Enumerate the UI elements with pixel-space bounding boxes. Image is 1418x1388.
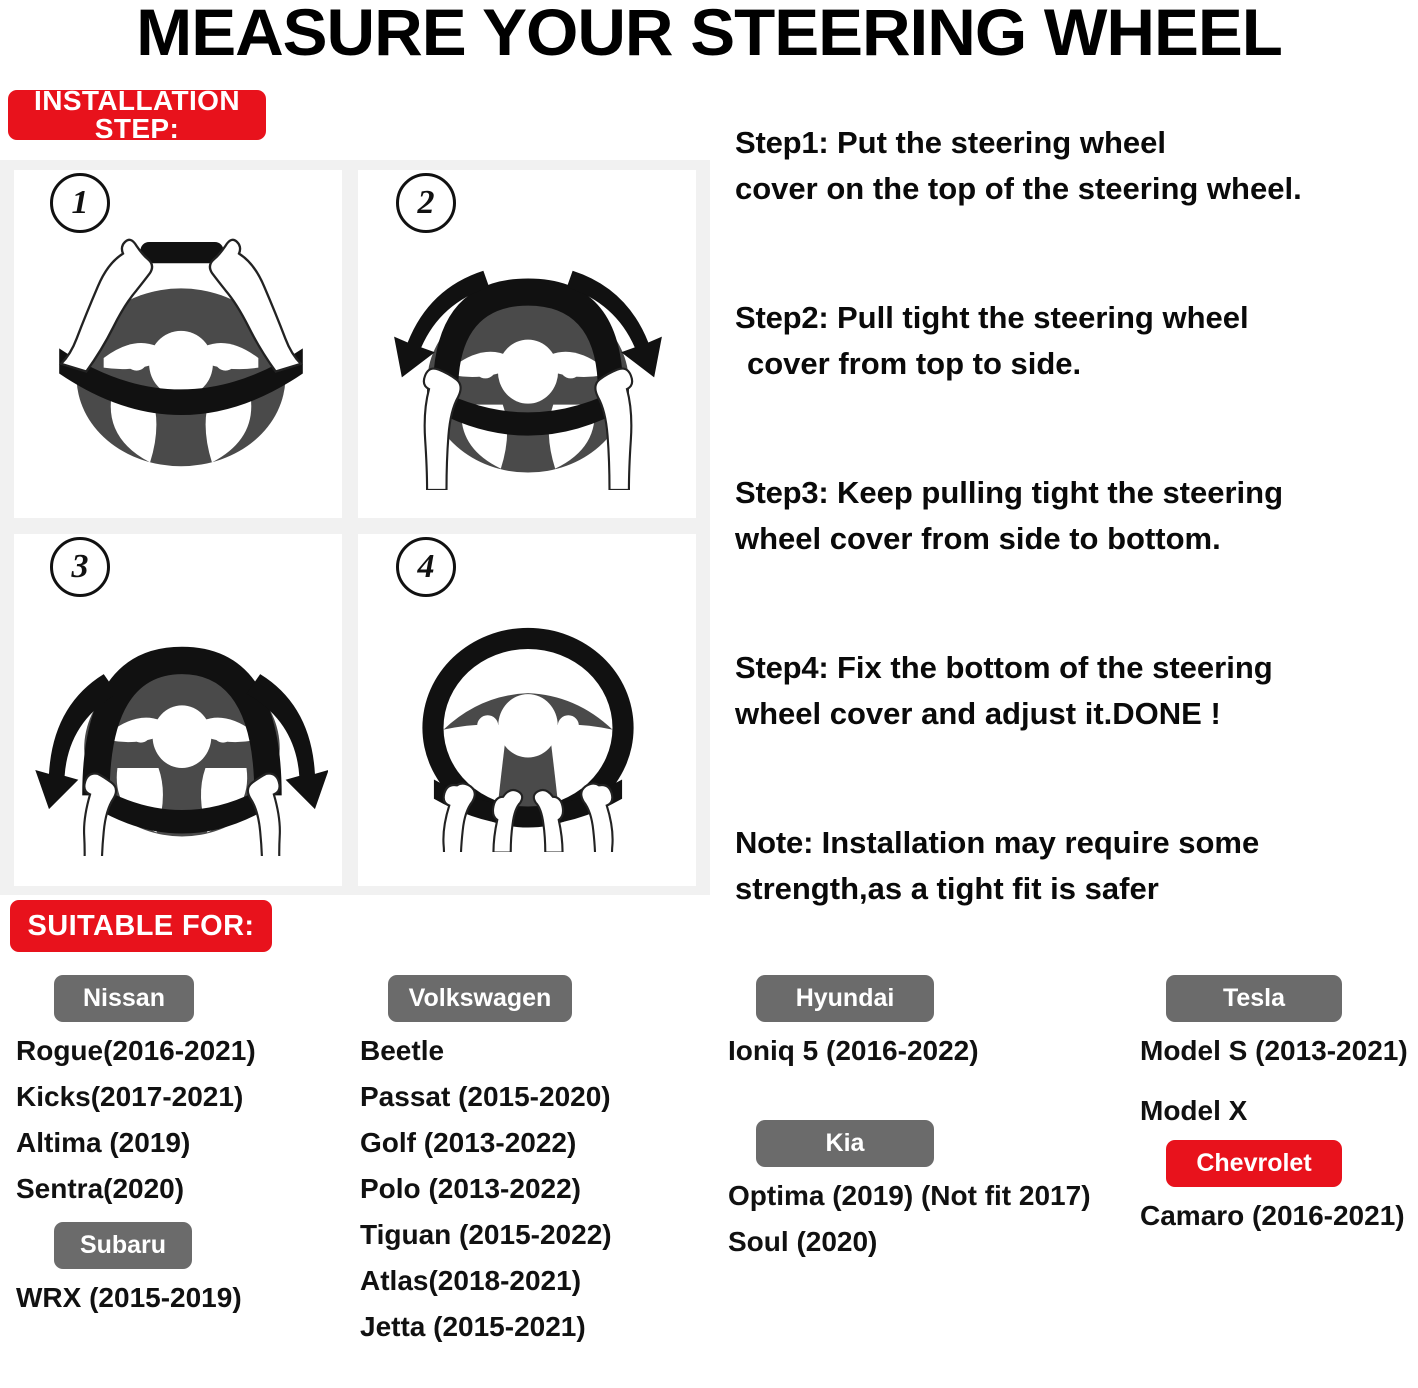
step-3-text (735, 470, 1415, 562)
model-item: Beetle (360, 1035, 445, 1066)
step-4-line2: wheel cover and adjust it.DONE ! (735, 696, 1221, 731)
step-4-line1: Fix the bottom of the steering (836, 650, 1273, 685)
step-1-label: Step1: (735, 125, 837, 160)
model-item: Soul (2020) (728, 1226, 878, 1257)
step-3-line1: Keep pulling tight the steering (836, 475, 1284, 510)
brand-tag-kia: Kia (756, 1120, 934, 1167)
model-item: Tiguan (2015-2022) (360, 1219, 612, 1250)
step-number-4: 4 (396, 537, 456, 597)
model-item: Jetta (2015-2021) (360, 1311, 586, 1342)
model-item: Model X (1140, 1095, 1248, 1126)
model-item: Sentra(2020) (16, 1173, 185, 1204)
step-2-line2: cover from top to side. (747, 346, 1082, 381)
step-2-line1: Pull tight the steering wheel (836, 300, 1249, 335)
brand-tag-hyundai: Hyundai (756, 975, 934, 1022)
model-item: WRX (2015-2019) (16, 1282, 242, 1313)
step-3-label: Step3: (735, 475, 837, 510)
step-card-1 (14, 170, 342, 518)
model-item: Polo (2013-2022) (360, 1173, 581, 1204)
step-card-4 (358, 534, 696, 886)
step-1-line2: cover on the top of the steering wheel. (735, 171, 1302, 206)
step-2-text (735, 295, 1415, 387)
model-item: Atlas(2018-2021) (360, 1265, 582, 1296)
brand-tag-subaru: Subaru (54, 1222, 192, 1269)
step-number-1: 1 (50, 173, 110, 233)
model-item: Ioniq 5 (2016-2022) (728, 1035, 979, 1066)
steering-wheel-pull-sides-icon (378, 228, 678, 490)
steering-wheel-covered-done-icon (384, 590, 672, 852)
step-2-label: Step2: (735, 300, 837, 335)
model-item: Rogue(2016-2021) (16, 1035, 256, 1066)
note-text (735, 820, 1415, 912)
step-4-label: Step4: (735, 650, 837, 685)
brand-tag-chevrolet: Chevrolet (1166, 1140, 1342, 1187)
suitable-for-badge: SUITABLE FOR: (10, 900, 272, 952)
brand-tag-tesla: Tesla (1166, 975, 1342, 1022)
step-3-line2: wheel cover from side to bottom. (735, 521, 1221, 556)
brand-column-volkswagen (360, 975, 690, 1350)
brand-tag-volkswagen: Volkswagen (388, 975, 572, 1022)
steering-wheel-pull-bottom-icon (32, 592, 328, 856)
step-card-2 (358, 170, 696, 518)
note-label: Note: (735, 825, 822, 860)
installation-step-badge: INSTALLATION STEP: (8, 90, 266, 140)
model-item: Model S (2013-2021) (1140, 1035, 1408, 1066)
model-item: Passat (2015-2020) (360, 1081, 611, 1112)
brand-tag-nissan: Nissan (54, 975, 194, 1022)
installation-steps-panel (0, 160, 710, 895)
step-1-text (735, 120, 1415, 212)
note-line1: Installation may require some (821, 825, 1260, 860)
step-1-line1: Put the steering wheel (836, 125, 1166, 160)
model-item: Altima (2019) (16, 1127, 191, 1158)
model-item: Camaro (2016-2021) (1140, 1200, 1405, 1231)
model-item: Golf (2013-2022) (360, 1127, 577, 1158)
step-card-3 (14, 534, 342, 886)
steering-wheel-hands-top-icon (36, 232, 326, 484)
note-line2: strength,as a tight fit is safer (735, 871, 1159, 906)
step-number-3: 3 (50, 537, 110, 597)
brand-column-nissan-subaru (16, 975, 346, 1321)
brand-column-tesla-chevrolet (1140, 975, 1418, 1239)
page-title: MEASURE YOUR STEERING WHEEL (136, 0, 1282, 69)
step-4-text (735, 645, 1415, 737)
model-item: Kicks(2017-2021) (16, 1081, 244, 1112)
model-item: Optima (2019) (Not fit 2017) (728, 1180, 1091, 1211)
step-number-2: 2 (396, 173, 456, 233)
brand-column-hyundai-kia (728, 975, 1091, 1265)
